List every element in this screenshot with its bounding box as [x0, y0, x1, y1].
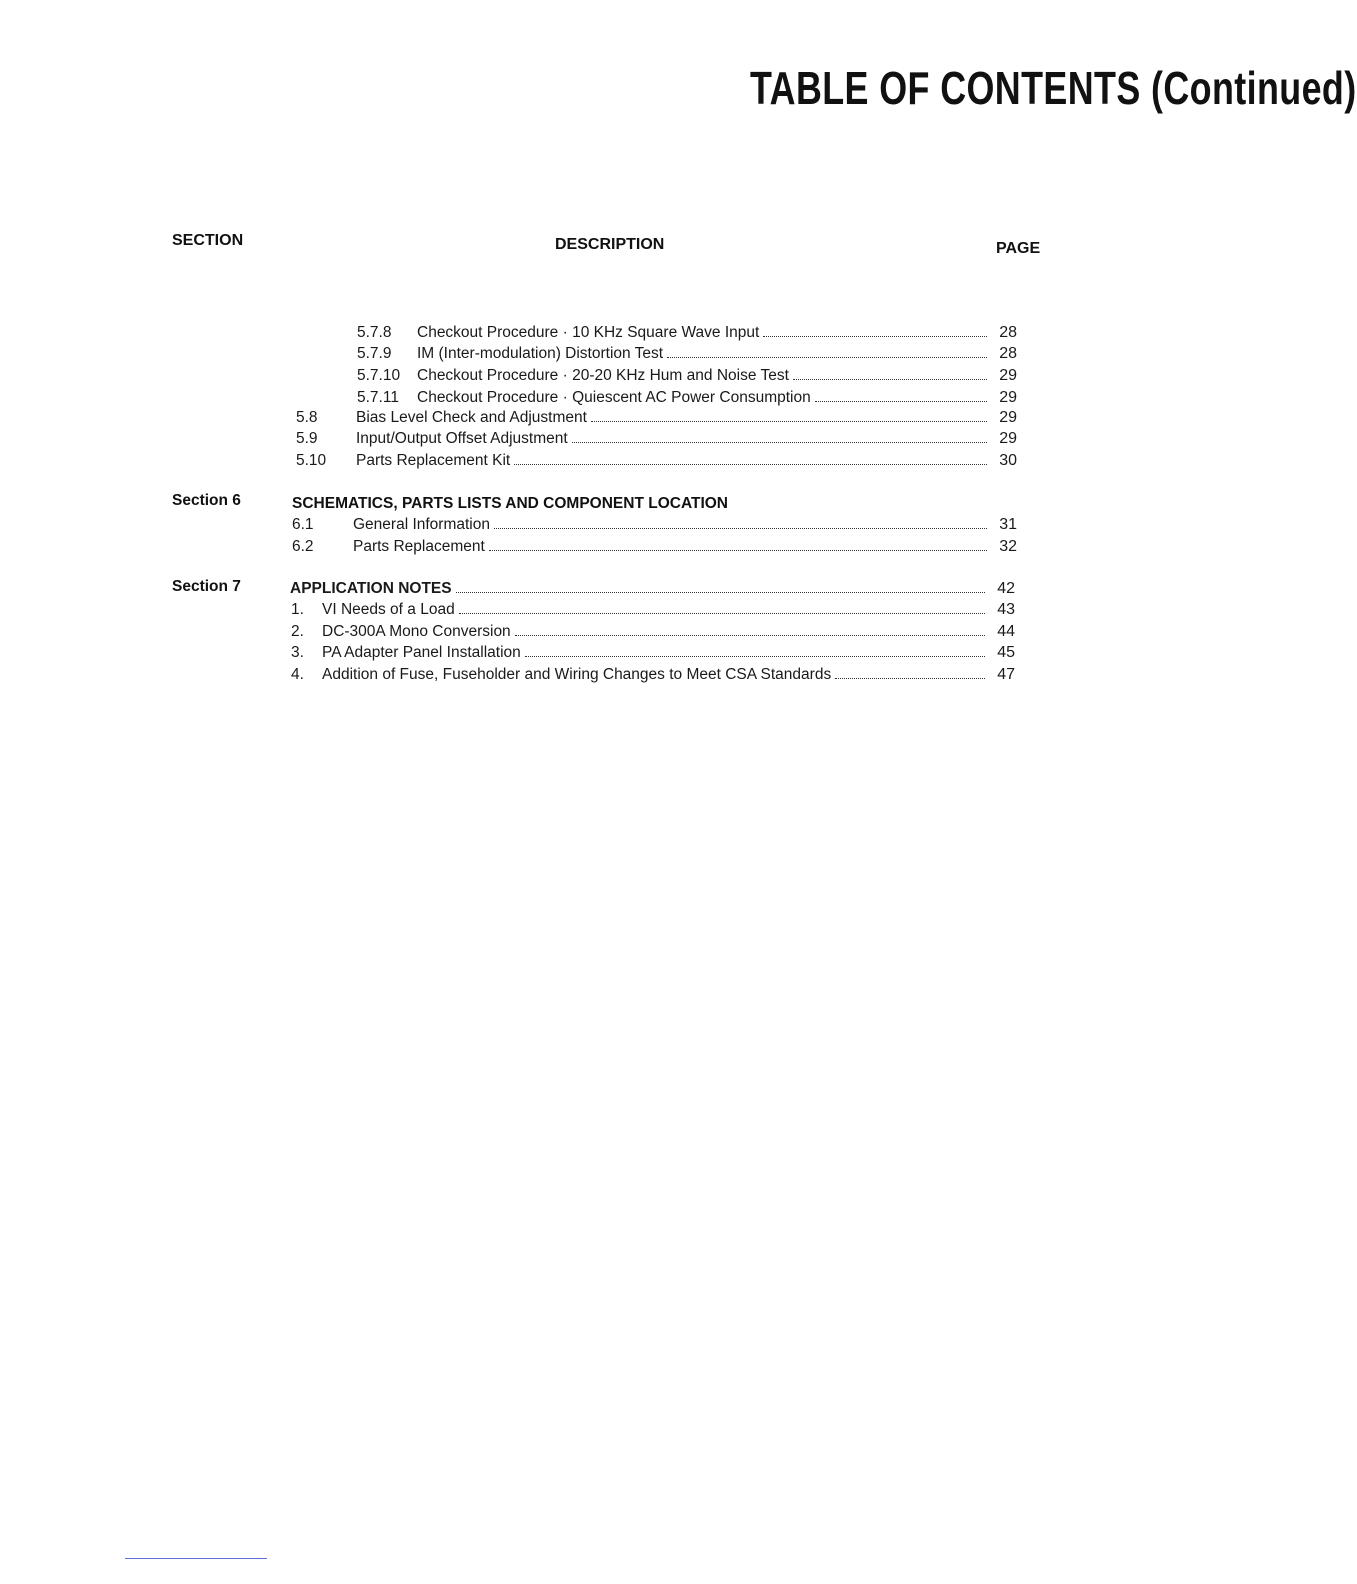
- dot-leader: [572, 442, 987, 443]
- entry-page: 30: [999, 452, 1017, 469]
- toc-entry-5-7-10[interactable]: [357, 366, 1017, 386]
- dot-leader: [815, 401, 987, 402]
- entry-number: 5.7.10: [357, 367, 401, 384]
- entry-number: 5.7.9: [357, 345, 392, 362]
- dot-leader: [456, 592, 985, 593]
- entry-page: 47: [997, 666, 1015, 683]
- toc-entry-note-2[interactable]: [291, 622, 1015, 642]
- dot-leader: [514, 464, 987, 465]
- entry-page: 45: [997, 644, 1015, 661]
- toc-entry-6-2[interactable]: [292, 537, 1017, 557]
- entry-title: DC-300A Mono Conversion: [322, 623, 511, 640]
- entry-title: General Information: [353, 516, 490, 533]
- entry-number: 6.2: [292, 538, 314, 555]
- entry-page: 43: [997, 601, 1015, 618]
- entry-page: 28: [999, 324, 1017, 341]
- entry-title: Parts Replacement: [353, 538, 485, 555]
- entry-number: 6.1: [292, 516, 314, 533]
- section-6-label: Section 6: [172, 492, 241, 509]
- dot-leader: [763, 336, 987, 337]
- section-7-label: Section 7: [172, 578, 241, 595]
- entry-number: 5.7.11: [357, 389, 399, 406]
- entry-number: 4.: [291, 666, 304, 683]
- toc-entry-5-9[interactable]: [296, 429, 1017, 449]
- dot-leader: [793, 379, 987, 380]
- entry-title: Bias Level Check and Adjustment: [356, 409, 587, 426]
- dot-leader: [459, 613, 985, 614]
- entry-number: 5.10: [296, 452, 327, 469]
- entry-number: 5.7.8: [357, 324, 392, 341]
- entry-number: 5.8: [296, 409, 318, 426]
- section-7-heading: APPLICATION NOTES: [290, 580, 452, 597]
- entry-page: 44: [997, 623, 1015, 640]
- entry-page: 29: [999, 430, 1017, 447]
- toc-entry-5-7-8[interactable]: [357, 323, 1017, 343]
- entry-number: 3.: [291, 644, 304, 661]
- entry-number: 1.: [291, 601, 304, 618]
- entry-title: Parts Replacement Kit: [356, 452, 511, 469]
- dot-leader: [515, 635, 985, 636]
- page-title: TABLE OF CONTENTS (Continued): [750, 62, 1357, 114]
- toc-entry-5-7-9[interactable]: [357, 344, 1017, 364]
- column-header-description: DESCRIPTION: [555, 236, 665, 253]
- dot-leader: [525, 656, 985, 657]
- toc-entry-6-1[interactable]: [292, 515, 1017, 535]
- entry-title: Checkout Procedure · Quiescent AC Power Consumption: [417, 389, 811, 406]
- toc-entry-note-4[interactable]: [291, 665, 1015, 685]
- dot-leader: [591, 421, 987, 422]
- entry-title: Addition of Fuse, Fuseholder and Wiring Changes to Meet CSA Standards: [322, 666, 832, 683]
- entry-page: 29: [999, 389, 1017, 406]
- dot-leader: [835, 678, 985, 679]
- toc-entry-note-1[interactable]: [291, 600, 1015, 620]
- entry-page: 32: [999, 538, 1017, 555]
- entry-title: PA Adapter Panel Installation: [322, 644, 521, 661]
- footer-rule: [125, 1558, 267, 1559]
- entry-page: 28: [999, 345, 1017, 362]
- entry-title: Checkout Procedure · 10 KHz Square Wave Input: [417, 324, 760, 341]
- column-header-page: PAGE: [996, 240, 1041, 257]
- dot-leader: [489, 550, 987, 551]
- dot-leader: [667, 357, 987, 358]
- dot-leader: [494, 528, 987, 529]
- entry-title: IM (Inter-modulation) Distortion Test: [417, 345, 664, 362]
- toc-entry-application-notes[interactable]: [290, 579, 1015, 599]
- toc-entry-5-7-11[interactable]: [357, 388, 1017, 408]
- entry-page: 29: [999, 409, 1017, 426]
- entry-page: 42: [997, 580, 1015, 597]
- entry-title: Input/Output Offset Adjustment: [356, 430, 568, 447]
- entry-number: 2.: [291, 623, 304, 640]
- section-6-heading: SCHEMATICS, PARTS LISTS AND COMPONENT LOCATION: [292, 495, 729, 512]
- toc-entry-note-3[interactable]: [291, 643, 1015, 663]
- entry-title: Checkout Procedure · 20-20 KHz Hum and Noise Test: [417, 367, 789, 384]
- entry-page: 31: [999, 516, 1017, 533]
- entry-page: 29: [999, 367, 1017, 384]
- column-header-section: SECTION: [172, 232, 244, 249]
- toc-entry-5-8[interactable]: [296, 408, 1017, 428]
- entry-title: VI Needs of a Load: [322, 601, 455, 618]
- entry-number: 5.9: [296, 430, 318, 447]
- toc-entry-5-10[interactable]: [296, 451, 1017, 471]
